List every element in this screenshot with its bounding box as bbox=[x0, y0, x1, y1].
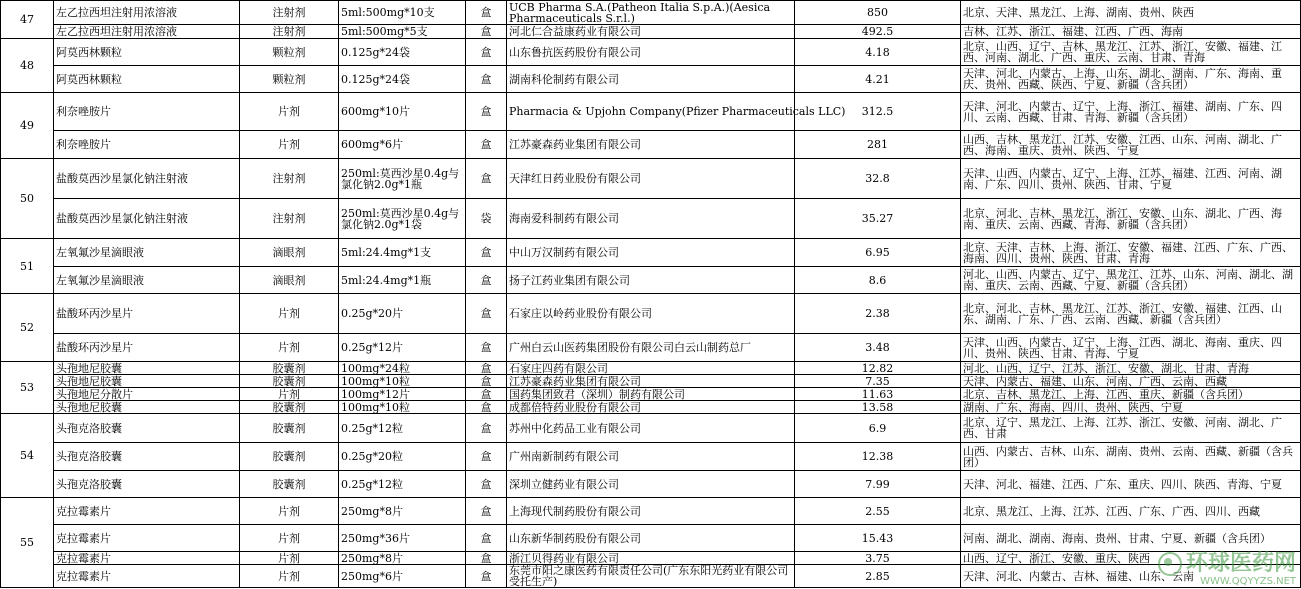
specification: 100mg*10粒 bbox=[339, 375, 466, 388]
supply-regions: 天津、河北、内蒙古、辽宁、上海、浙江、福建、湖南、广东、四川、云南、西藏、甘肃、青海、新疆（含兵团） bbox=[961, 93, 1301, 131]
supply-regions: 山西、内蒙古、吉林、山东、湖南、贵州、云南、西藏、新疆（含兵团） bbox=[961, 443, 1301, 471]
table-row bbox=[1, 471, 1301, 498]
specification: 100mg*12片 bbox=[339, 388, 466, 401]
supply-regions: 河北、山西、内蒙古、辽宁、黑龙江、江苏、山东、河南、湖北、湖南、重庆、云南、西藏、宁夏、新疆（含兵团） bbox=[961, 267, 1301, 294]
dosage-form: 片剂 bbox=[240, 93, 339, 131]
price: 32.8 bbox=[795, 159, 961, 199]
package-unit: 盒 bbox=[466, 39, 507, 66]
supply-regions: 北京、河北、吉林、黑龙江、浙江、安徽、山东、湖北、广西、海南、重庆、云南、西藏、青海、新疆（含兵团） bbox=[961, 199, 1301, 239]
dosage-form: 胶囊剂 bbox=[240, 443, 339, 471]
specification: 0.25g*12片 bbox=[339, 334, 466, 362]
manufacturer: 扬子江药业集团有限公司 bbox=[507, 267, 795, 294]
price: 3.75 bbox=[795, 552, 961, 565]
package-unit: 盒 bbox=[466, 375, 507, 388]
drug-name: 克拉霉素片 bbox=[54, 552, 240, 565]
manufacturer: 浙江贝得药业有限公司 bbox=[507, 552, 795, 565]
specification: 0.125g*24袋 bbox=[339, 66, 466, 93]
dosage-form: 胶囊剂 bbox=[240, 362, 339, 375]
manufacturer: 江苏豪森药业集团有限公司 bbox=[507, 375, 795, 388]
table-row bbox=[1, 294, 1301, 334]
drug-name: 盐酸莫西沙星氯化钠注射液 bbox=[54, 159, 240, 199]
price: 4.18 bbox=[795, 39, 961, 66]
specification: 600mg*10片 bbox=[339, 93, 466, 131]
supply-regions: 天津、河北、福建、江西、广东、重庆、四川、陕西、青海、宁夏 bbox=[961, 471, 1301, 498]
price: 2.38 bbox=[795, 294, 961, 334]
price: 15.43 bbox=[795, 525, 961, 552]
specification: 5ml:500mg*10支 bbox=[339, 1, 466, 25]
globe-logo-icon bbox=[1158, 552, 1182, 576]
specification: 250mg*8片 bbox=[339, 552, 466, 565]
price: 35.27 bbox=[795, 199, 961, 239]
price: 850 bbox=[795, 1, 961, 25]
price: 2.85 bbox=[795, 565, 961, 588]
package-unit: 盒 bbox=[466, 66, 507, 93]
group-index: 48 bbox=[1, 39, 54, 93]
package-unit: 盒 bbox=[466, 93, 507, 131]
table-row bbox=[1, 362, 1301, 375]
specification: 100mg*24粒 bbox=[339, 362, 466, 375]
package-unit: 袋 bbox=[466, 199, 507, 239]
price: 8.6 bbox=[795, 267, 961, 294]
table-row bbox=[1, 239, 1301, 267]
supply-regions: 天津、内蒙古、福建、山东、河南、广西、云南、西藏 bbox=[961, 375, 1301, 388]
dosage-form: 片剂 bbox=[240, 388, 339, 401]
drug-name: 头孢克洛胶囊 bbox=[54, 443, 240, 471]
specification: 5ml:24.4mg*1瓶 bbox=[339, 267, 466, 294]
specification: 600mg*6片 bbox=[339, 131, 466, 159]
table-row bbox=[1, 131, 1301, 159]
package-unit: 盒 bbox=[466, 131, 507, 159]
group-index: 55 bbox=[1, 498, 54, 588]
table-row bbox=[1, 388, 1301, 401]
watermark-title: 环球医药网 bbox=[1185, 551, 1296, 576]
package-unit: 盒 bbox=[466, 334, 507, 362]
table-row bbox=[1, 565, 1301, 588]
price: 7.35 bbox=[795, 375, 961, 388]
price: 3.48 bbox=[795, 334, 961, 362]
drug-name: 克拉霉素片 bbox=[54, 525, 240, 552]
price: 281 bbox=[795, 131, 961, 159]
supply-regions: 天津、河北、内蒙古、上海、山东、湖北、湖南、广东、海南、重庆、贵州、西藏、陕西、宁夏、新疆（含兵团） bbox=[961, 66, 1301, 93]
table-row bbox=[1, 25, 1301, 39]
group-index: 52 bbox=[1, 294, 54, 362]
price: 6.95 bbox=[795, 239, 961, 267]
price: 4.21 bbox=[795, 66, 961, 93]
dosage-form: 胶囊剂 bbox=[240, 471, 339, 498]
dosage-form: 片剂 bbox=[240, 525, 339, 552]
manufacturer: 石家庄四药有限公司 bbox=[507, 362, 795, 375]
supply-regions: 北京、天津、吉林、上海、浙江、安徽、福建、江西、广东、广西、海南、四川、贵州、陕西、甘肃、青海 bbox=[961, 239, 1301, 267]
site-watermark bbox=[1158, 552, 1296, 587]
package-unit: 盒 bbox=[466, 1, 507, 25]
package-unit: 盒 bbox=[466, 159, 507, 199]
specification: 0.25g*12粒 bbox=[339, 471, 466, 498]
group-index: 47 bbox=[1, 1, 54, 39]
drug-name: 左乙拉西坦注射用浓溶液 bbox=[54, 1, 240, 25]
dosage-form: 片剂 bbox=[240, 334, 339, 362]
manufacturer: 深圳立健药业有限公司 bbox=[507, 471, 795, 498]
package-unit: 盒 bbox=[466, 362, 507, 375]
manufacturer: 广州白云山医药集团股份有限公司白云山制药总厂 bbox=[507, 334, 795, 362]
specification: 250ml:莫西沙星0.4g与氯化钠2.0g*1袋 bbox=[339, 199, 466, 239]
dosage-form: 片剂 bbox=[240, 498, 339, 525]
drug-name: 头孢克洛胶囊 bbox=[54, 414, 240, 443]
specification: 0.25g*12粒 bbox=[339, 414, 466, 443]
watermark-site: WWW.QQYYZS.NET bbox=[1200, 576, 1296, 587]
table-row bbox=[1, 93, 1301, 131]
drug-name: 头孢地尼胶囊 bbox=[54, 362, 240, 375]
drug-name: 盐酸环丙沙星片 bbox=[54, 334, 240, 362]
drug-name: 阿莫西林颗粒 bbox=[54, 66, 240, 93]
manufacturer: 天津红日药业股份有限公司 bbox=[507, 159, 795, 199]
supply-regions: 北京、吉林、黑龙江、上海、江西、重庆、新疆（含兵团） bbox=[961, 388, 1301, 401]
table-row bbox=[1, 525, 1301, 552]
supply-regions: 北京、河北、吉林、黑龙江、江苏、浙江、安徽、福建、江西、山东、湖南、广东、广西、云南、西藏、新疆（含兵团） bbox=[961, 294, 1301, 334]
drug-name: 盐酸莫西沙星氯化钠注射液 bbox=[54, 199, 240, 239]
price: 6.9 bbox=[795, 414, 961, 443]
dosage-form: 颗粒剂 bbox=[240, 39, 339, 66]
specification: 0.25g*20粒 bbox=[339, 443, 466, 471]
dosage-form: 注射剂 bbox=[240, 159, 339, 199]
supply-regions: 天津、山西、内蒙古、辽宁、上海、江西、湖北、海南、重庆、四川、贵州、陕西、甘肃、青海、宁夏 bbox=[961, 334, 1301, 362]
supply-regions: 吉林、江苏、浙江、福建、江西、广西、海南 bbox=[961, 25, 1301, 39]
manufacturer: UCB Pharma S.A.(Patheon Italia S.p.A.)(Aesica Pharmaceuticals S.r.l.) bbox=[507, 1, 795, 25]
price: 12.82 bbox=[795, 362, 961, 375]
table-row bbox=[1, 498, 1301, 525]
manufacturer: 湖南科伦制药有限公司 bbox=[507, 66, 795, 93]
supply-regions: 北京、天津、黑龙江、上海、湖南、贵州、陕西 bbox=[961, 1, 1301, 25]
group-index: 51 bbox=[1, 239, 54, 294]
dosage-form: 注射剂 bbox=[240, 199, 339, 239]
group-index: 50 bbox=[1, 159, 54, 239]
dosage-form: 滴眼剂 bbox=[240, 267, 339, 294]
supply-regions: 山西、吉林、黑龙江、江苏、安徽、江西、山东、河南、湖北、广西、海南、重庆、贵州、陕西、宁夏 bbox=[961, 131, 1301, 159]
dosage-form: 注射剂 bbox=[240, 1, 339, 25]
specification: 250ml:莫西沙星0.4g与氯化钠2.0g*1瓶 bbox=[339, 159, 466, 199]
supply-regions: 河南、湖北、湖南、海南、贵州、甘肃、宁夏、新疆（含兵团） bbox=[961, 525, 1301, 552]
dosage-form: 片剂 bbox=[240, 565, 339, 588]
supply-regions: 天津、河北、内蒙古、吉林、福建、山东、云南 bbox=[961, 565, 1301, 588]
drug-name: 利奈唑胺片 bbox=[54, 93, 240, 131]
supply-regions: 河北、山西、辽宁、江苏、浙江、安徽、湖北、甘肃、青海 bbox=[961, 362, 1301, 375]
package-unit: 盒 bbox=[466, 565, 507, 588]
specification: 5ml:500mg*5支 bbox=[339, 25, 466, 39]
price: 11.63 bbox=[795, 388, 961, 401]
price: 2.55 bbox=[795, 498, 961, 525]
manufacturer: 国药集团致君（深圳）制药有限公司 bbox=[507, 388, 795, 401]
specification: 250mg*6片 bbox=[339, 565, 466, 588]
drug-name: 头孢地尼分散片 bbox=[54, 388, 240, 401]
supply-regions: 天津、山西、内蒙古、辽宁、上海、江苏、福建、江西、河南、湖南、广东、四川、贵州、陕西、甘肃、宁夏 bbox=[961, 159, 1301, 199]
dosage-form: 胶囊剂 bbox=[240, 401, 339, 414]
price: 492.5 bbox=[795, 25, 961, 39]
package-unit: 盒 bbox=[466, 552, 507, 565]
package-unit: 盒 bbox=[466, 388, 507, 401]
drug-name: 头孢地尼胶囊 bbox=[54, 401, 240, 414]
manufacturer: 东莞市阳之康医药有限责任公司(广东东阳光药业有限公司受托生产) bbox=[507, 565, 795, 588]
drug-name: 克拉霉素片 bbox=[54, 498, 240, 525]
price: 312.5 bbox=[795, 93, 961, 131]
drug-name: 左氧氟沙星滴眼液 bbox=[54, 239, 240, 267]
manufacturer: Pharmacia & Upjohn Company(Pfizer Pharmaceuticals LLC) bbox=[507, 93, 795, 131]
drug-name: 头孢克洛胶囊 bbox=[54, 471, 240, 498]
drug-name: 盐酸环丙沙星片 bbox=[54, 294, 240, 334]
package-unit: 盒 bbox=[466, 25, 507, 39]
table-row bbox=[1, 443, 1301, 471]
dosage-form: 片剂 bbox=[240, 131, 339, 159]
group-index: 49 bbox=[1, 93, 54, 159]
dosage-form: 胶囊剂 bbox=[240, 375, 339, 388]
table-row bbox=[1, 199, 1301, 239]
dosage-form: 片剂 bbox=[240, 294, 339, 334]
manufacturer: 上海现代制药股份有限公司 bbox=[507, 498, 795, 525]
package-unit: 盒 bbox=[466, 239, 507, 267]
drug-name: 阿莫西林颗粒 bbox=[54, 39, 240, 66]
dosage-form: 滴眼剂 bbox=[240, 239, 339, 267]
manufacturer: 海南爱科制药有限公司 bbox=[507, 199, 795, 239]
package-unit: 盒 bbox=[466, 294, 507, 334]
supply-regions: 湖南、广东、海南、四川、贵州、陕西、宁夏 bbox=[961, 401, 1301, 414]
group-index: 53 bbox=[1, 362, 54, 414]
package-unit: 盒 bbox=[466, 525, 507, 552]
table-row bbox=[1, 39, 1301, 66]
price: 12.38 bbox=[795, 443, 961, 471]
table-row bbox=[1, 267, 1301, 294]
package-unit: 盒 bbox=[466, 267, 507, 294]
supply-regions: 北京、山西、辽宁、吉林、黑龙江、江苏、浙江、安徽、福建、江西、河南、湖北、广西、重庆、云南、甘肃、青海 bbox=[961, 39, 1301, 66]
manufacturer: 河北仁合益康药业有限公司 bbox=[507, 25, 795, 39]
drug-name: 利奈唑胺片 bbox=[54, 131, 240, 159]
table-row bbox=[1, 552, 1301, 565]
manufacturer: 山东新华制药股份有限公司 bbox=[507, 525, 795, 552]
table-row bbox=[1, 401, 1301, 414]
table-row bbox=[1, 414, 1301, 443]
dosage-form: 注射剂 bbox=[240, 25, 339, 39]
specification: 5ml:24.4mg*1支 bbox=[339, 239, 466, 267]
package-unit: 盒 bbox=[466, 414, 507, 443]
specification: 100mg*10粒 bbox=[339, 401, 466, 414]
drug-name: 左乙拉西坦注射用浓溶液 bbox=[54, 25, 240, 39]
drug-name: 左氧氟沙星滴眼液 bbox=[54, 267, 240, 294]
manufacturer: 江苏豪森药业集团有限公司 bbox=[507, 131, 795, 159]
package-unit: 盒 bbox=[466, 401, 507, 414]
package-unit: 盒 bbox=[466, 471, 507, 498]
supply-regions: 北京、辽宁、黑龙江、上海、江苏、浙江、安徽、河南、湖北、广西、甘肃 bbox=[961, 414, 1301, 443]
table-row bbox=[1, 159, 1301, 199]
dosage-form: 胶囊剂 bbox=[240, 414, 339, 443]
drug-name: 头孢地尼胶囊 bbox=[54, 375, 240, 388]
supply-regions: 北京、黑龙江、上海、江苏、江西、广东、广西、四川、西藏 bbox=[961, 498, 1301, 525]
supply-regions: 山西、辽宁、浙江、安徽、重庆、陕西 bbox=[961, 552, 1301, 565]
group-index: 54 bbox=[1, 414, 54, 498]
dosage-form: 颗粒剂 bbox=[240, 66, 339, 93]
manufacturer: 广州南新制药有限公司 bbox=[507, 443, 795, 471]
drug-name: 克拉霉素片 bbox=[54, 565, 240, 588]
specification: 0.125g*24袋 bbox=[339, 39, 466, 66]
specification: 250mg*8片 bbox=[339, 498, 466, 525]
price: 7.99 bbox=[795, 471, 961, 498]
manufacturer: 石家庄以岭药业股份有限公司 bbox=[507, 294, 795, 334]
package-unit: 盒 bbox=[466, 443, 507, 471]
table-row bbox=[1, 334, 1301, 362]
table-row bbox=[1, 1, 1301, 25]
manufacturer: 成都倍特药业股份有限公司 bbox=[507, 401, 795, 414]
table-row bbox=[1, 375, 1301, 388]
manufacturer: 中山万汉制药有限公司 bbox=[507, 239, 795, 267]
dosage-form: 片剂 bbox=[240, 552, 339, 565]
table-row bbox=[1, 66, 1301, 93]
manufacturer: 山东鲁抗医药股份有限公司 bbox=[507, 39, 795, 66]
package-unit: 盒 bbox=[466, 498, 507, 525]
price: 13.58 bbox=[795, 401, 961, 414]
specification: 250mg*36片 bbox=[339, 525, 466, 552]
manufacturer: 苏州中化药品工业有限公司 bbox=[507, 414, 795, 443]
specification: 0.25g*20片 bbox=[339, 294, 466, 334]
